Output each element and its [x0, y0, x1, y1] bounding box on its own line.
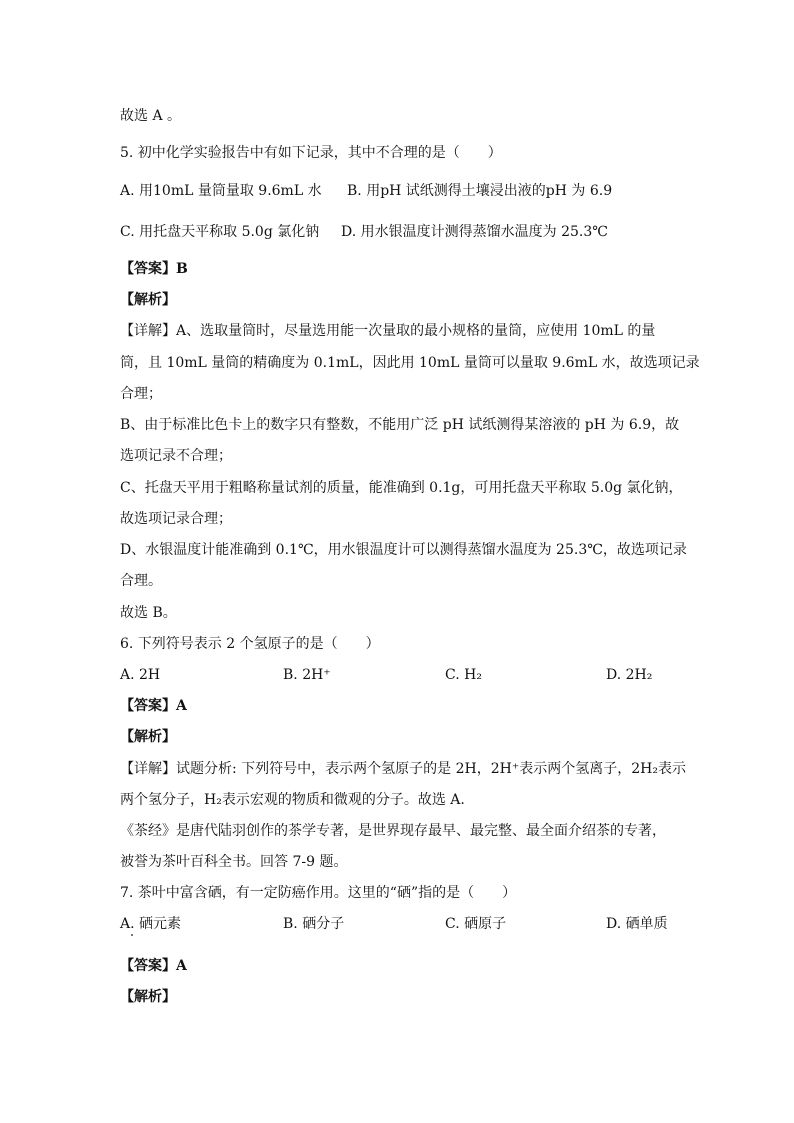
answer-6: 【答案】A [120, 698, 187, 714]
detail-5-line-4: B、由于标准比色卡上的数字只有整数，不能用广泛 pH 试纸测得某溶液的 pH 为 6.9，故 [120, 417, 680, 433]
question-5: 5. 初中化学实验报告中有如下记录，其中不合理的是（ ） [120, 145, 502, 161]
detail-5-line-2: 筒，且 10mL 量筒的精确度为 0.1mL，因此用 10mL 量筒可以量取 9.6mL 水，故选项记录 [120, 355, 700, 371]
q6-option-b: B. 2H⁺ [283, 667, 331, 683]
detail-6-line-1: 【详解】试题分析: 下列符号中，表示两个氢原子的是 2H，2H⁺表示两个氢离子，2H₂表示 [120, 761, 686, 777]
q5-option-a: A. 用10mL 量筒量取 9.6mL 水 [120, 183, 322, 199]
q7-option-c: C. 硒原子 [445, 916, 507, 932]
detail-5-line-1: 【详解】A、选取量筒时，尽量选用能一次量取的最小规格的量筒，应使用 10mL 的量 [120, 323, 656, 339]
analysis-7-label: 【解析】 [120, 989, 176, 1005]
question-7: 7. 茶叶中富含硒，有一定防癌作用。这里的“硒”指的是（ ） [120, 885, 517, 901]
detail-5-line-3: 合理； [120, 386, 162, 402]
q7-option-d: D. 硒单质 [606, 916, 668, 932]
line-select-a: 故选 A 。 [120, 108, 182, 124]
detail-5-line-8: D、水银温度计能准确到 0.1℃，用水银温度计可以测得蒸馏水温度为 25.3℃，故选项记录 [120, 542, 687, 558]
analysis-6-label: 【解析】 [120, 729, 176, 745]
answer-7: 【答案】A [120, 958, 187, 974]
detail-6-line-2: 两个氢分子，H₂表示宏观的物质和微观的分子。故选 A. [120, 792, 465, 808]
q7-option-b: B. 硒分子 [283, 916, 345, 932]
stray-dot [131, 934, 133, 936]
q6-option-d: D. 2H₂ [606, 667, 653, 683]
detail-5-line-6: C、托盘天平用于粗略称量试剂的质量，能准确到 0.1g，可用托盘天平称取 5.0g 氯化钠， [120, 480, 683, 496]
passage-line-2: 被誉为茶叶百科全书。回答 7-9 题。 [120, 854, 348, 870]
detail-5-line-5: 选项记录不合理； [120, 448, 232, 464]
detail-5-line-9: 合理。 [120, 573, 162, 589]
q5-option-d: D. 用水银温度计测得蒸馏水温度为 25.3℃ [341, 224, 608, 240]
q5-option-c: C. 用托盘天平称取 5.0g 氯化钠 [120, 224, 320, 240]
q5-option-b: B. 用pH 试纸测得土壤浸出液的pH 为 6.9 [347, 183, 613, 199]
q7-option-a: A. 硒元素 [120, 916, 182, 932]
passage-line-1: 《茶经》是唐代陆羽创作的茶学专著，是世界现存最早、最完整、最全面介绍茶的专著， [120, 823, 666, 839]
q6-option-a: A. 2H [120, 667, 161, 683]
question-6: 6. 下列符号表示 2 个氢原子的是（ ） [120, 636, 380, 652]
line-select-b: 故选 B。 [120, 605, 177, 621]
answer-5: 【答案】B [120, 261, 188, 277]
q6-option-c: C. H₂ [445, 667, 482, 683]
analysis-5-label: 【解析】 [120, 292, 176, 308]
detail-5-line-7: 故选项记录合理； [120, 511, 232, 527]
